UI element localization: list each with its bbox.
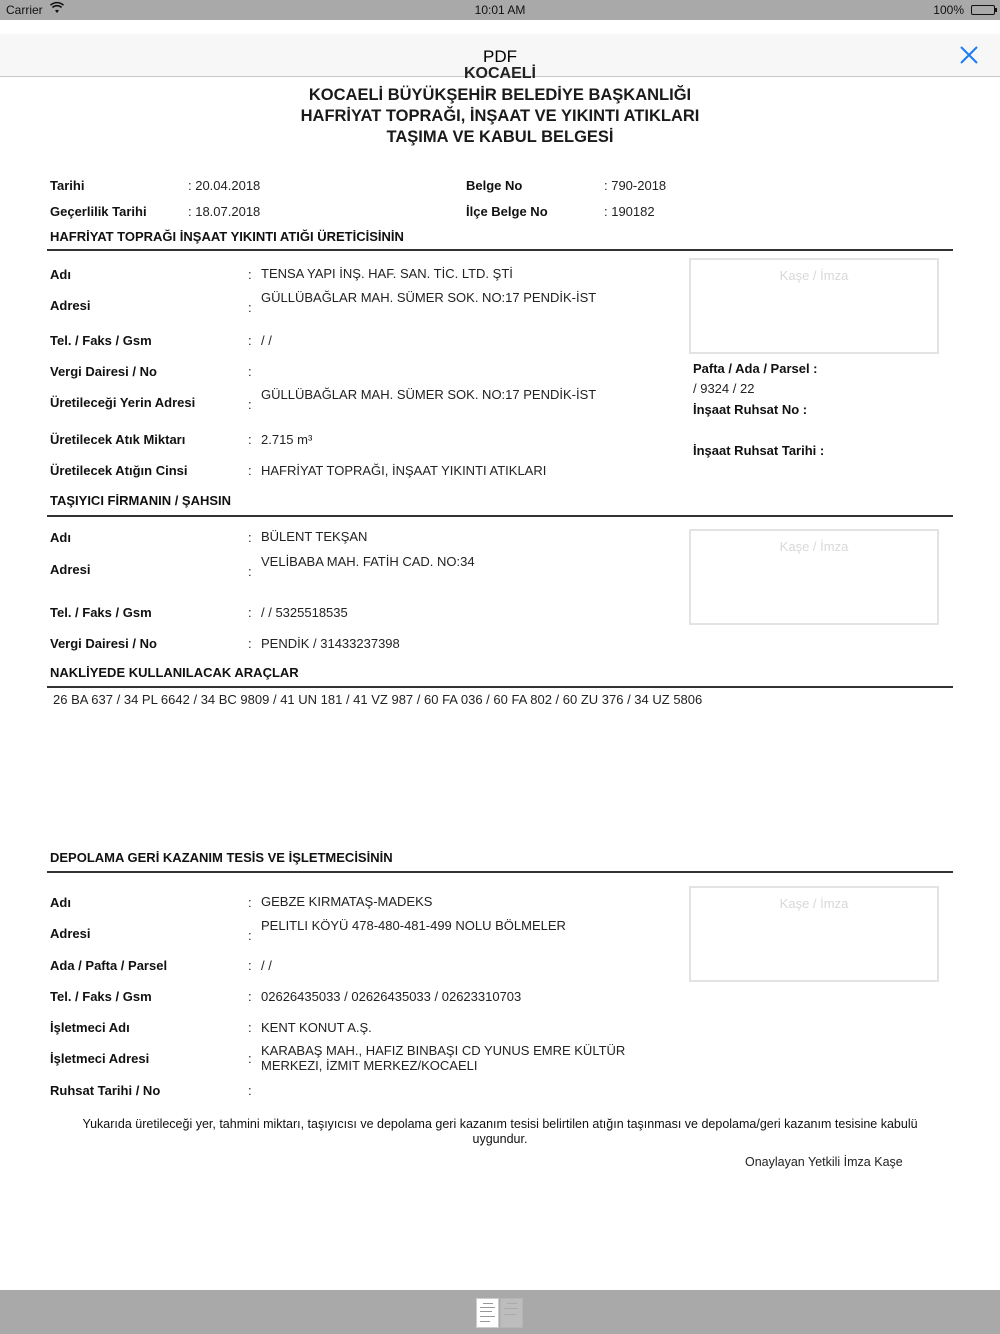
colon: : — [248, 463, 252, 478]
facility-phone-value: 02626435033 / 02626435033 / 02623310703 — [261, 989, 522, 1004]
operator-address-line-1: KARABAŞ MAH., HAFIZ BINBAŞI CD YUNUS EMRE KÜLTÜR — [261, 1043, 626, 1058]
operator-address-label: İşletmeci Adresi — [50, 1051, 150, 1066]
carrier-heading: TAŞIYICI FİRMANIN / ŞAHSIN — [50, 493, 232, 508]
producer-name-value: TENSA YAPI İNŞ. HAF. SAN. TİC. LTD. ŞTİ — [261, 266, 513, 281]
waste-amount-label: Üretilecek Atık Miktarı — [50, 432, 186, 447]
license-label: Ruhsat Tarihi / No — [50, 1083, 161, 1098]
page-thumbnail-1[interactable] — [476, 1298, 499, 1328]
carrier-tax-value: PENDİK / 31433237398 — [261, 636, 400, 651]
facility-heading: DEPOLAMA GERİ KAZANIM TESİS VE İŞLETMECİSİNİN — [50, 850, 393, 865]
colon: : — [248, 267, 252, 282]
producer-address-label: Adresi — [50, 298, 91, 313]
parcel-value: / 9324 / 22 — [693, 381, 755, 396]
facility-parcel-value: / / — [261, 958, 272, 973]
parcel-label: Pafta / Ada / Parsel : — [693, 361, 818, 376]
carrier-label: Carrier — [6, 3, 43, 17]
colon: : — [248, 1020, 252, 1035]
carrier-phone-value: / / 5325518535 — [261, 605, 348, 620]
divider — [47, 249, 953, 251]
permit-date-label: İnşaat Ruhsat Tarihi : — [693, 443, 825, 458]
waste-type-label: Üretilecek Atığın Cinsi — [50, 463, 188, 478]
clock: 10:01 AM — [474, 3, 526, 17]
validity-value: : 18.07.2018 — [188, 204, 261, 219]
colon: : — [248, 989, 252, 1004]
facility-parcel-label: Ada / Pafta / Parsel — [50, 958, 168, 973]
carrier-stamp-box — [689, 529, 939, 625]
facility-address-label: Adresi — [50, 926, 91, 941]
waste-type-value: HAFRİYAT TOPRAĞI, İNŞAAT YIKINTI ATIKLARI — [261, 463, 547, 478]
divider — [47, 871, 953, 873]
divider — [47, 515, 953, 517]
approval-statement-line-1: Yukarıda üretileceği yer, tahmini miktarı, taşıyıcısı ve depolama geri kazanım tesisi belirtilen atığın taşınması ve depolama/geri kazanım tesisine kabulü — [82, 1117, 918, 1131]
vehicle-plates: 26 BA 637 / 34 PL 6642 / 34 BC 9809 / 41 UN 181 / 41 VZ 987 / 60 FA 036 / 60 FA 802 / 60 ZU 376 / 34 UZ 5806 — [53, 692, 703, 707]
document-title-line-3: TAŞIMA VE KABUL BELGESİ — [386, 128, 614, 146]
pdf-page[interactable] — [0, 65, 1000, 1290]
page-thumbnail-2[interactable] — [500, 1298, 523, 1328]
waste-amount-value: 2.715 m³ — [261, 432, 313, 447]
document-title-line-2: HAFRİYAT TOPRAĞI, İNŞAAT VE YIKINTI ATIKLARI — [300, 107, 700, 125]
colon: : — [248, 895, 252, 910]
producer-tax-label: Vergi Dairesi / No — [50, 364, 157, 379]
producer-heading: HAFRİYAT TOPRAĞI İNŞAAT YIKINTI ATIĞI ÜRETİCİSİNİN — [50, 229, 404, 244]
carrier-tax-label: Vergi Dairesi / No — [50, 636, 157, 651]
status-bar — [0, 0, 1000, 20]
colon: : — [248, 636, 252, 651]
colon: : — [248, 605, 252, 620]
date-label: Tarihi — [50, 178, 85, 193]
carrier-name-label: Adı — [50, 530, 71, 545]
carrier-name-value: BÜLENT TEKŞAN — [261, 529, 368, 544]
battery-icon — [971, 5, 995, 15]
producer-phone-label: Tel. / Faks / Gsm — [50, 333, 152, 348]
production-site-value: GÜLLÜBAĞLAR MAH. SÜMER SOK. NO:17 PENDİK-İST — [261, 387, 597, 402]
colon: : — [248, 397, 252, 412]
facility-name-value: GEBZE KIRMATAŞ-MADEKS — [261, 894, 433, 909]
operator-name-value: KENT KONUT A.Ş. — [261, 1020, 372, 1035]
colon: : — [248, 958, 252, 973]
colon: : — [248, 333, 252, 348]
battery-percentage: 100% — [933, 3, 964, 17]
colon: : — [248, 432, 252, 447]
producer-phone-value: / / — [261, 333, 272, 348]
operator-address-line-2: MERKEZI, İZMIT MERKEZ/KOCAELI — [261, 1058, 478, 1073]
producer-stamp-box — [689, 258, 939, 354]
nav-title: PDF — [483, 47, 517, 66]
stamp-placeholder: Kaşe / İmza — [779, 268, 849, 283]
carrier-address-value: VELİBABA MAH. FATİH CAD. NO:34 — [261, 554, 475, 569]
colon: : — [248, 300, 252, 315]
colon: : — [248, 1051, 252, 1066]
colon: : — [248, 1083, 252, 1098]
approver-signature-label: Onaylayan Yetkili İmza Kaşe — [745, 1155, 903, 1169]
producer-name-label: Adı — [50, 267, 71, 282]
stamp-placeholder: Kaşe / İmza — [779, 539, 849, 554]
page-thumbnail-bar — [0, 1290, 1000, 1334]
colon: : — [248, 928, 252, 943]
colon: : — [248, 530, 252, 545]
validity-label: Geçerlilik Tarihi — [50, 204, 147, 219]
facility-name-label: Adı — [50, 895, 71, 910]
carrier-address-label: Adresi — [50, 562, 91, 577]
doc-no-label: Belge No — [466, 178, 523, 193]
vehicles-heading: NAKLİYEDE KULLANILACAK ARAÇLAR — [50, 665, 299, 680]
stamp-placeholder: Kaşe / İmza — [779, 896, 849, 911]
colon: : — [248, 364, 252, 379]
colon: : — [248, 564, 252, 579]
district-no-value: : 190182 — [604, 204, 655, 219]
facility-stamp-box — [689, 886, 939, 982]
permit-no-label: İnşaat Ruhsat No : — [693, 402, 808, 417]
approval-statement-line-2: uygundur. — [472, 1132, 528, 1146]
facility-address-value: PELITLI KÖYÜ 478-480-481-499 NOLU BÖLMELER — [261, 918, 566, 933]
document-title-line-1: KOCAELİ BÜYÜKŞEHİR BELEDİYE BAŞKANLIĞI — [308, 86, 692, 104]
doc-no-value: : 790-2018 — [604, 178, 667, 193]
producer-address-value: GÜLLÜBAĞLAR MAH. SÜMER SOK. NO:17 PENDİK-İST — [261, 290, 597, 305]
operator-name-label: İşletmeci Adı — [50, 1020, 130, 1035]
divider — [47, 686, 953, 688]
district-no-label: İlçe Belge No — [466, 204, 548, 219]
carrier-phone-label: Tel. / Faks / Gsm — [50, 605, 152, 620]
cut-off-header: KOCAELİ — [464, 65, 536, 82]
date-value: : 20.04.2018 — [188, 178, 261, 193]
facility-phone-label: Tel. / Faks / Gsm — [50, 989, 152, 1004]
production-site-label: Üretileceği Yerin Adresi — [50, 395, 196, 410]
